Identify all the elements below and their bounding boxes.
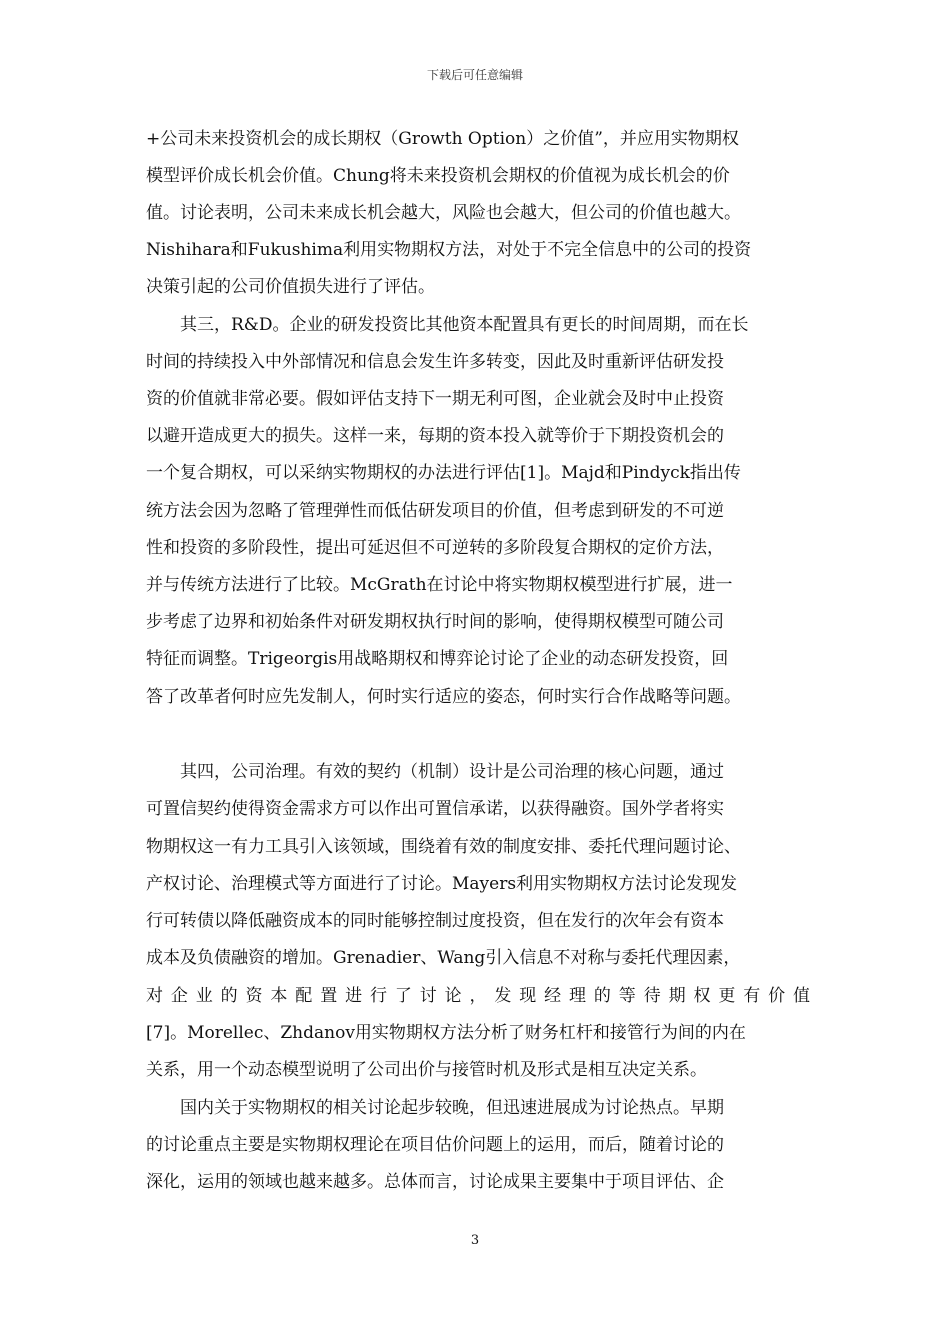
paragraph-3-line-4: 产权讨论、治理模式等方面进行了讨论。Mayers利用实物期权方法讨论发现发 [146,874,738,894]
paragraph-3-line-7: 对企业的资本配置进行了讨论，发现经理的等待期权更有价值 [146,986,810,1006]
paragraph-2-line-6: 统方法会因为忽略了管理弹性而低估研发项目的价值，但考虑到研发的不可逆 [146,501,724,521]
paragraph-3-line-5: 行可转债以降低融资成本的同时能够控制过度投资，但在发行的次年会有资本 [146,911,724,931]
paragraph-3-line-1: 其四，公司治理。有效的契约（机制）设计是公司治理的核心问题，通过 [180,762,724,782]
paragraph-3-line-6: 成本及负债融资的增加。Grenadier、Wang引入信息不对称与委托代理因素， [146,948,741,968]
paragraph-3-line-3: 物期权这一有力工具引入该领域，围绕着有效的制度安排、委托代理问题讨论、 [146,837,741,857]
paragraph-1-line-2: 模型评价成长机会价值。Chung将未来投资机会期权的价值视为成长机会的价 [146,166,730,186]
paragraph-2-line-9: 步考虑了边界和初始条件对研发期权执行时间的影响，使得期权模型可随公司 [146,612,724,632]
paragraph-2-line-10: 特征而调整。Trigeorgis用战略期权和博弈论讨论了企业的动态研发投资，回 [146,649,729,669]
paragraph-2-line-3: 资的价值就非常必要。假如评估支持下一期无利可图，企业就会及时中止投资 [146,389,724,409]
paragraph-1-line-3: 值。讨论表明，公司未来成长机会越大，风险也会越大，但公司的价值也越大。 [146,203,741,223]
paragraph-3-line-9: 关系，用一个动态模型说明了公司出价与接管时机及形式是相互决定关系。 [146,1060,707,1080]
page-number: 3 [470,1233,480,1248]
paragraph-1-line-5: 决策引起的公司价值损失进行了评估。 [146,277,435,297]
paragraph-2-line-1: 其三，R&D。企业的研发投资比其他资本配置具有更长的时间周期，而在长 [180,315,749,335]
paragraph-2-line-11: 答了改革者何时应先发制人，何时实行适应的姿态，何时实行合作战略等问题。 [146,687,741,707]
paragraph-2-line-4: 以避开造成更大的损失。这样一来，每期的资本投入就等价于下期投资机会的 [146,426,724,446]
paragraph-1-line-4: Nishihara和Fukushima利用实物期权方法，对处于不完全信息中的公司的投资 [146,240,752,260]
paragraph-3-line-2: 可置信契约使得资金需求方可以作出可置信承诺，以获得融资。国外学者将实 [146,799,724,819]
paragraph-2-line-8: 并与传统方法进行了比较。McGrath在讨论中将实物期权模型进行扩展，进一 [146,575,733,595]
paragraph-2-line-7: 性和投资的多阶段性，提出可延迟但不可逆转的多阶段复合期权的定价方法， [146,538,724,558]
paragraph-3-line-8: [7]。Morellec、Zhdanov用实物期权方法分析了财务杠杆和接管行为间的内在 [146,1023,746,1043]
page-header: 下载后可任意编辑 [426,68,523,82]
paragraph-4-line-3: 深化，运用的领域也越来越多。总体而言，讨论成果主要集中于项目评估、企 [146,1172,724,1192]
paragraph-1-line-1: +公司未来投资机会的成长期权（Growth Option）之价值”，并应用实物期权 [146,129,739,149]
paragraph-2-line-2: 时间的持续投入中外部情况和信息会发生许多转变，因此及时重新评估研发投 [146,352,724,372]
paragraph-2-line-5: 一个复合期权，可以采纳实物期权的办法进行评估[1]。Majd和Pindyck指出传 [146,463,741,483]
paragraph-4-line-1: 国内关于实物期权的相关讨论起步较晚，但迅速进展成为讨论热点。早期 [180,1098,724,1118]
paragraph-4-line-2: 的讨论重点主要是实物期权理论在项目估价问题上的运用，而后，随着讨论的 [146,1135,724,1155]
